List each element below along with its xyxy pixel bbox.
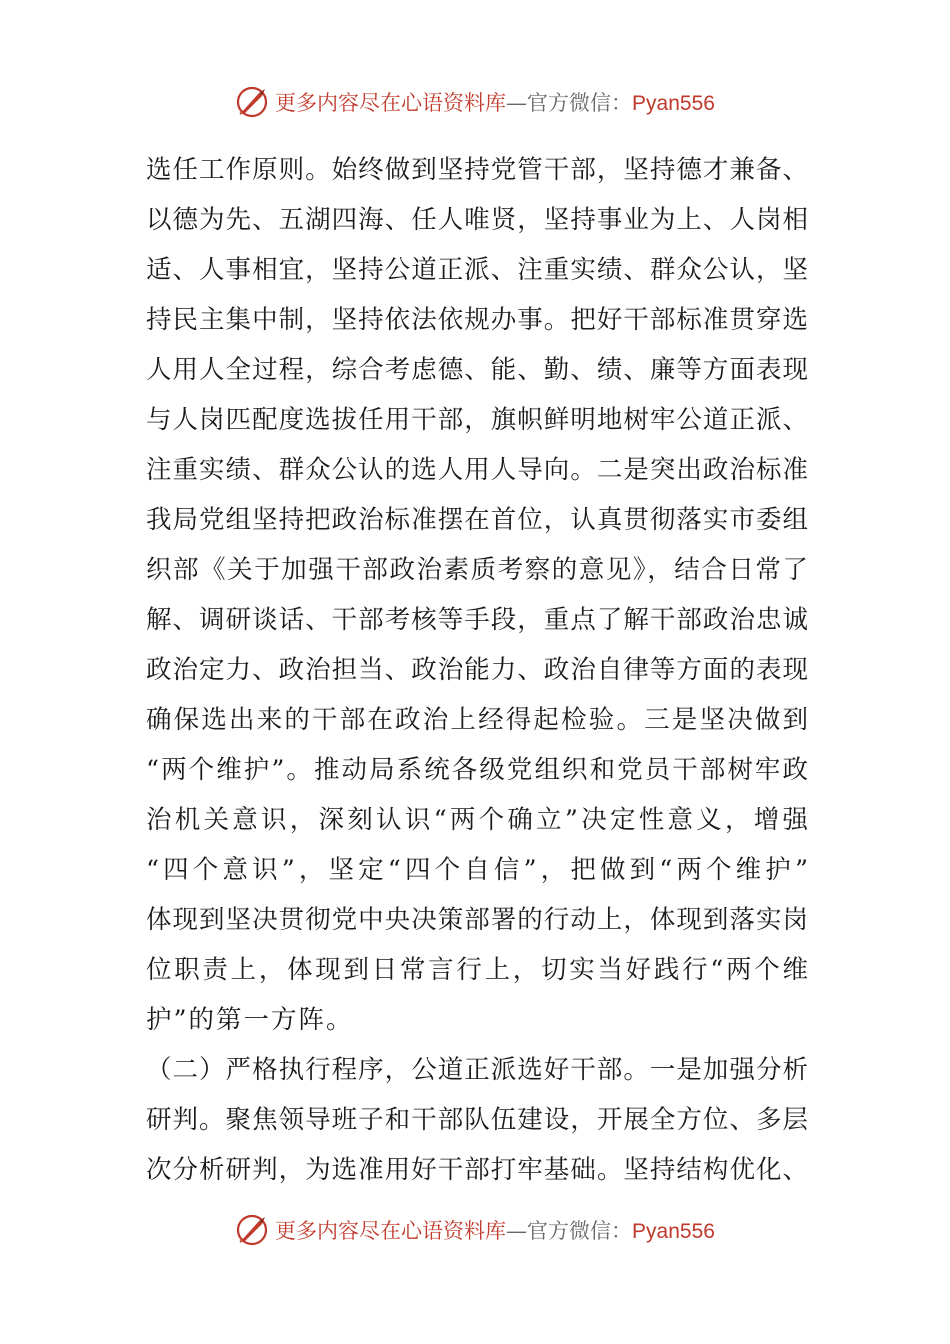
watermark-wechat-id: Pyan556 — [632, 92, 715, 115]
text-line: 适、人事相宜，坚持公道正派、注重实绩、群众公认，坚 — [146, 255, 808, 285]
watermark-wechat-id: Pyan556 — [632, 1220, 715, 1243]
text-line: 护”的第一方阵。 — [146, 1005, 354, 1035]
text-line: 确保选出来的干部在政治上经得起检验。三是坚决做到 — [146, 705, 808, 735]
watermark-main: 更多内容尽在心语资料库 — [275, 91, 507, 115]
header-watermark-banner — [0, 80, 950, 124]
text-line: 人用人全过程，综合考虑德、能、勤、绩、廉等方面表现 — [146, 355, 808, 385]
watermark-separator: — — [506, 1219, 528, 1243]
quill-pen-logo-icon — [235, 1213, 269, 1247]
watermark-text — [275, 1215, 715, 1245]
text-line: 与人岗匹配度选拔任用干部，旗帜鲜明地树牢公道正派、 — [146, 405, 808, 435]
text-line: 以德为先、五湖四海、任人唯贤，坚持事业为上、人岗相 — [146, 205, 808, 235]
document-body — [146, 145, 808, 1195]
text-line: “四个意识”，坚定“四个自信”，把做到“两个维护” — [146, 855, 808, 885]
text-line: 选任工作原则。始终做到坚持党管干部，坚持德才兼备、 — [146, 155, 808, 185]
text-line: 治机关意识，深刻认识“两个确立”决定性意义，增强 — [146, 805, 808, 835]
text-line: 研判。聚焦领导班子和干部队伍建设，开展全方位、多层 — [146, 1105, 808, 1135]
text-line: 织部《关于加强干部政治素质考察的意见》，结合日常了 — [146, 555, 808, 585]
watermark-label: 官方微信： — [527, 1219, 633, 1243]
text-line: 注重实绩、群众公认的选人用人导向。二是突出政治标准 — [146, 455, 808, 485]
text-line: 体现到坚决贯彻党中央决策部署的行动上，体现到落实岗 — [146, 905, 808, 935]
watermark-separator: — — [506, 91, 528, 115]
watermark-text — [275, 87, 715, 117]
watermark-main: 更多内容尽在心语资料库 — [275, 1219, 507, 1243]
quill-pen-logo-icon — [235, 85, 269, 119]
text-line: 解、调研谈话、干部考核等手段，重点了解干部政治忠诚 — [146, 605, 808, 635]
section-heading-line: （二）严格执行程序，公道正派选好干部。一是加强分析 — [146, 1055, 808, 1085]
text-line: 位职责上，体现到日常言行上，切实当好践行“两个维 — [146, 955, 808, 985]
footer-watermark-banner — [0, 1208, 950, 1252]
text-line: 政治定力、政治担当、政治能力、政治自律等方面的表现 — [146, 655, 808, 685]
text-line: 我局党组坚持把政治标准摆在首位，认真贯彻落实市委组 — [146, 505, 808, 535]
text-line: “两个维护”。推动局系统各级党组织和党员干部树牢政 — [146, 755, 808, 785]
text-line: 次分析研判，为选准用好干部打牢基础。坚持结构优化、 — [146, 1155, 808, 1185]
text-line: 持民主集中制，坚持依法依规办事。把好干部标准贯穿选 — [146, 305, 808, 335]
watermark-label: 官方微信： — [527, 91, 633, 115]
